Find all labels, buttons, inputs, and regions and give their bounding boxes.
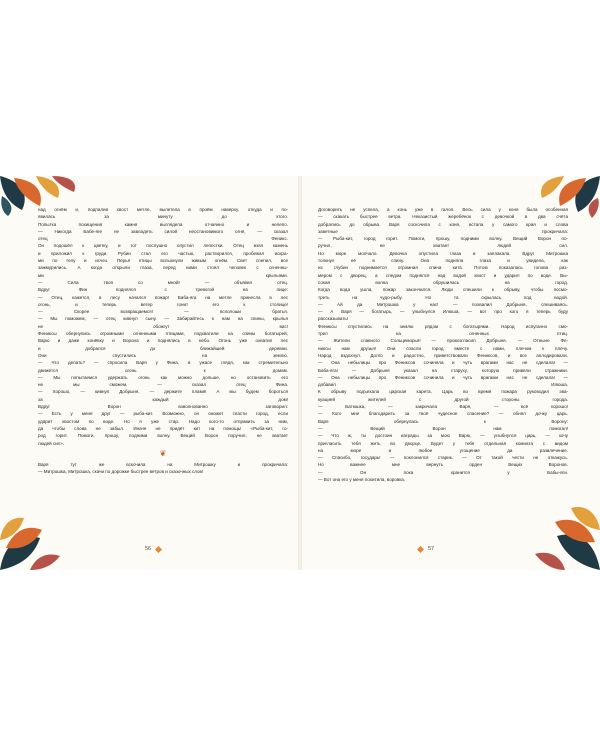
text-line: — Кого мне благодарить за твоё чудесное спасение? — обнял дочку царь. [318, 411, 568, 417]
text-line: — Что ж, ты достоин награды за мою Варю, — улыбнулся царь, — хочу [318, 433, 568, 439]
text-line: Но море молчало. Девочка опустила глаза и заплакала. Вдруг Митрошка [318, 250, 568, 256]
text-line: за каждый дом! [38, 396, 288, 402]
text-line: Договорить не успела, а конь уже в галоп. Весь сила у коня была особенная [318, 207, 568, 212]
left-page-paragraph-2 [38, 461, 288, 476]
text-line: — Никогда Бабе-яге не завладеть силой неостановимого огня, — сказал [38, 228, 288, 234]
text-line: и приложил к груди. Рубин стал его частью, растворился, пробежал искра- [38, 250, 288, 256]
text-line: Они спустились на землю. [38, 352, 288, 358]
text-line: Баба-яга! — Добрыня указал на старуху, которую привели стражники. [318, 367, 568, 373]
leaf-shape [535, 553, 565, 570]
text-line: Варя обернулась к Ворону: [318, 418, 568, 424]
text-line: — Отец, кажется, в лесу начался пожар! Баба-яга на метле принесла в лес [38, 294, 288, 300]
text-line: Когда вода ушла, пожар закончился. Люди спешили к обрыву, чтобы посмо- [318, 287, 568, 293]
text-line: не обожгут вас! [38, 323, 288, 329]
text-line: явилась за минуту до этого. [38, 214, 288, 220]
text-line: отец Феникс. [38, 236, 288, 242]
text-line: — Что делать? — спросила Варя у Фина, в ужасе глядя, как стремительно [38, 360, 288, 366]
text-line: толкнул её в спину. Она подняла глаза и увидела, как [318, 258, 568, 264]
book-spread [0, 176, 600, 570]
text-line: зажмурились. А когда открыли глаза, перед ними стоял человек с огненны- [38, 265, 288, 271]
text-line: — Она небылицы про Фениксов сочиняла и чуть врагами нас не сделала! — [318, 360, 568, 366]
right-page-number [418, 546, 434, 552]
section-ornament: ❦ [159, 448, 167, 458]
text-line: — Митрошка, Митрошка, скачи по дорожке быстрее ветров и сказочных слов! [38, 469, 204, 475]
text-line: ми крыльями. [38, 272, 288, 278]
text-line: род горит. Помоги, прошу, подними волну. Вещий Ворон поручил, не хватает [38, 433, 288, 439]
text-line: — Есть у меня друг — рыба-кит. Возможно, он сможет спасти город, если [38, 411, 288, 417]
text-line: трел на огненных птиц. [318, 331, 568, 337]
text-line: — Вещий Ворон нам помогал! [318, 425, 568, 431]
text-line: Фениксы спустились на землю рядом с богатырями. Народ испуганно смо- [318, 323, 568, 329]
page-number-text: 57 [428, 546, 435, 552]
text-line: да чтобы слова не забыл. Иначе не придёт кит на помощь! «Рыба-кит, го- [38, 425, 288, 431]
text-line: Фениксы обернулись огромными огненными птицами, подхватили на спины богатырей, [38, 331, 288, 337]
text-line: над огнём и, подпалив хвост метле, вылетела в проём наверху, откуда и по- [38, 207, 288, 212]
text-line: — Батюшка, — закричала Варя, — всё хорошо! [318, 404, 568, 410]
text-line: и добрался до ближайшей деревни. [38, 345, 288, 351]
text-line: — Ай да Митрошка у нас! — похвалил Добрыня, спешиваясь. [318, 301, 568, 307]
text-line: Он подошёл к цветку, и тот послушно опустил лепестки. Отец взял камень [38, 243, 288, 249]
text-line: — Рыба-кит, город горит. Помоги, прошу, подними волну. Вещий Ворон по- [318, 236, 568, 242]
text-line: рассказывать! [318, 316, 349, 322]
text-line: ручил, не хватает людей сил. [318, 243, 568, 249]
leaf-illustration-bottom-right [525, 490, 600, 570]
text-line: Но важнее мне вернуть орден Вещих Воронов. [318, 462, 568, 468]
text-line: никсы нам друзья! Они спасли город вместе с нами, плечом к плечу. [318, 345, 568, 351]
text-line: движется огонь к домам. [38, 367, 288, 373]
text-line: ми по телу и исчез. Перья птицы вспыхнули живым огнём. Свет слепил, все [38, 258, 288, 264]
text-line: Варю и даже конёвку и Ворона и поднялись в небо. Огонь уже охватил лес [38, 338, 288, 344]
text-line: на море и любое угощение да развлечение. [318, 447, 568, 453]
text-line: — Спасибо, государь! — поклонился старик. — От такой чести не откажусь. [318, 455, 568, 461]
text-line: — скакать быстрее ветра. Неказистый жеребёнок с девочкой в два счёта [318, 214, 568, 220]
left-page-paragraph-1 [38, 206, 288, 447]
text-line: сокая волна обрушилась на город. [318, 279, 568, 285]
text-line: — Сила твоя со мной! — объявил отец. [38, 279, 288, 285]
right-page-text [318, 206, 568, 483]
text-line: мером с дворец, а следом поднялся над водой хвост и ударил по воде. Вы- [318, 272, 568, 278]
text-line: заветные прокричала: [318, 228, 568, 234]
text-line: пригласить тебя жить во дворце. Будет у тебя отдельная комната с видом [318, 440, 568, 446]
text-line: К обрыву подъехала царская карета. Царь во время пожара руководил эва- [318, 389, 568, 395]
text-line: добрались до обрыва. Варя соскочила с коня, встала у самого края и слова [318, 221, 568, 227]
text-line: Попытка похищения камня выглядела отчаянно и нелепо. [38, 221, 288, 227]
text-line: Варя тут же вскочила на Митрошку и прокричала: [38, 461, 288, 467]
text-line: Вдруг Фин поднялся с тревогой на лице: [38, 287, 288, 293]
right-page-paragraph [318, 206, 568, 483]
text-line: — Она небылицы про Фениксов сочинила и чуть врагами нас не сделала! — [318, 374, 568, 380]
text-line: — Скорее возвращаемся! — всполоши братья. [38, 309, 288, 315]
text-line: Вдруг Ворон взволнованно заговорил: [38, 404, 288, 410]
text-line: — Мы поможем, — отец кивнул сыну. — Забирайтесь к нам на спины, крылья [38, 316, 288, 322]
leaf-illustration-bottom-left [0, 500, 70, 570]
left-page-number [145, 546, 161, 552]
text-line: — Вот она его у меня похитила, воровка. [318, 476, 406, 482]
text-line: куацией жителей с другой стороны города. [318, 396, 568, 402]
book-gutter [298, 176, 302, 570]
page-number-text: 56 [145, 546, 152, 552]
text-line: — Жители славного Сольцеморья! — провозгласил Добрыня. — Отныне Фе- [318, 338, 568, 344]
page-number-ornament-icon [155, 545, 162, 552]
text-line: — Мы попытаемся удержать огонь как можно дольше, но остановить его [38, 374, 288, 380]
text-line: треть на чудо-рыбу. Но та скрылась под водой. [318, 294, 568, 300]
left-page-text [38, 206, 288, 475]
text-line: огонь, и теперь ветер гонит его к столице! [38, 301, 288, 307]
page-number-ornament-icon [417, 545, 424, 552]
text-line: добавил Илюша. [318, 382, 568, 388]
text-line: людей сил». [38, 440, 65, 446]
leaf-shape [30, 555, 60, 570]
text-line: — Хорошо, — кивнул Добрыня, — держите пламя! А мы будем бороться [38, 389, 288, 395]
text-line: — А Варя — богатырь, — улыбнулся Илюша, — вот про кого я теперь буду [318, 309, 568, 315]
text-line: Народ вздохнул. Долго и радостно, приветствовали Фениксов, и все аплодировали. [318, 352, 568, 358]
text-line: из глубин поднимается огромная спина кита. Потом показалась голова раз- [318, 265, 568, 271]
text-line: ударит хвостом по воде. Но я уже стар. Надо кого-то отправить за ним, [38, 418, 288, 424]
text-line: не мы сможем, — сказал отец Фина. [38, 382, 288, 388]
text-line: — Он пока хранится у Бабы-яги. [318, 469, 568, 475]
